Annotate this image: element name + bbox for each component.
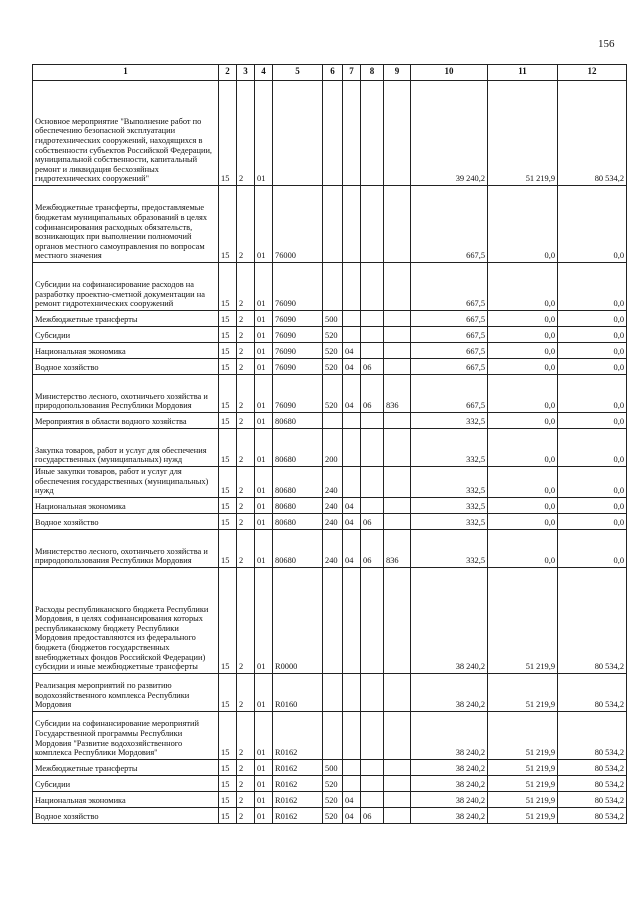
cell-col-4: 01 <box>255 467 273 498</box>
cell-col-8 <box>361 429 384 467</box>
cell-col-6 <box>323 567 343 673</box>
cell-col-5: 76000 <box>273 186 323 263</box>
cell-col-10: 38 240,2 <box>411 775 488 791</box>
cell-col-6: 520 <box>323 791 343 807</box>
cell-col-3: 2 <box>237 186 255 263</box>
budget-table <box>32 64 627 824</box>
cell-col-7: 04 <box>343 529 361 567</box>
cell-col-12: 80 534,2 <box>558 673 627 711</box>
cell-col-4: 01 <box>255 413 273 429</box>
cell-col-4: 01 <box>255 711 273 759</box>
cell-col-10: 667,5 <box>411 327 488 343</box>
cell-col-6: 520 <box>323 359 343 375</box>
cell-col-6: 520 <box>323 775 343 791</box>
cell-col-2: 15 <box>219 529 237 567</box>
cell-col-10: 38 240,2 <box>411 791 488 807</box>
cell-col-11: 0,0 <box>488 467 558 498</box>
cell-col-8: 06 <box>361 529 384 567</box>
table-row <box>33 791 627 807</box>
cell-col-8 <box>361 327 384 343</box>
cell-col-12: 0,0 <box>558 497 627 513</box>
row-description: Расходы республиканского бюджета Республики Мордовия, в целях софинансирования которых республиканскому бюджету Республики Мордовия предоставляются из федерального бюджета (бюджетов государственных внебюджетных фондов Российской Федерации) субсидии и иные межбюджетные трансферты <box>33 567 219 673</box>
table-row <box>33 759 627 775</box>
row-description: Субсидии на софинансирование расходов на разработку проектно-сметной документации на ремонт гидротехнических сооружений <box>33 263 219 311</box>
cell-col-2: 15 <box>219 513 237 529</box>
cell-col-7 <box>343 311 361 327</box>
cell-col-10: 332,5 <box>411 497 488 513</box>
cell-col-10: 38 240,2 <box>411 711 488 759</box>
table-row <box>33 807 627 823</box>
cell-col-4: 01 <box>255 791 273 807</box>
cell-col-10: 332,5 <box>411 529 488 567</box>
cell-col-8 <box>361 311 384 327</box>
cell-col-10: 38 240,2 <box>411 759 488 775</box>
row-description: Основное мероприятие "Выполнение работ по обеспечению безопасной эксплуатации гидротехнических сооружений, находящихся в собственности субъектов Российской Федерации, муниципальной собственности, капитальный ремонт и ликвидация бесхозяйных гидротехнических сооружений" <box>33 81 219 186</box>
cell-col-5: R0162 <box>273 807 323 823</box>
cell-col-6 <box>323 711 343 759</box>
cell-col-4: 01 <box>255 263 273 311</box>
cell-col-3: 2 <box>237 429 255 467</box>
cell-col-8 <box>361 467 384 498</box>
cell-col-7 <box>343 263 361 311</box>
cell-col-7 <box>343 429 361 467</box>
header-col-12: 12 <box>558 65 627 81</box>
header-row <box>33 65 627 81</box>
cell-col-4: 01 <box>255 186 273 263</box>
cell-col-12: 80 534,2 <box>558 791 627 807</box>
cell-col-2: 15 <box>219 807 237 823</box>
header-col-1: 1 <box>33 65 219 81</box>
cell-col-12: 0,0 <box>558 263 627 311</box>
cell-col-10: 38 240,2 <box>411 807 488 823</box>
cell-col-10: 332,5 <box>411 429 488 467</box>
cell-col-10: 667,5 <box>411 311 488 327</box>
cell-col-3: 2 <box>237 759 255 775</box>
row-description: Национальная экономика <box>33 343 219 359</box>
cell-col-2: 15 <box>219 567 237 673</box>
cell-col-11: 0,0 <box>488 497 558 513</box>
cell-col-12: 0,0 <box>558 529 627 567</box>
cell-col-8 <box>361 497 384 513</box>
cell-col-8 <box>361 711 384 759</box>
cell-col-6: 520 <box>323 375 343 413</box>
cell-col-3: 2 <box>237 311 255 327</box>
cell-col-4: 01 <box>255 529 273 567</box>
cell-col-11: 51 219,9 <box>488 567 558 673</box>
table-row <box>33 429 627 467</box>
row-description: Министерство лесного, охотничьего хозяйства и природопользования Республики Мордовия <box>33 529 219 567</box>
cell-col-9 <box>384 81 411 186</box>
cell-col-9 <box>384 343 411 359</box>
cell-col-3: 2 <box>237 497 255 513</box>
table-row <box>33 186 627 263</box>
cell-col-6: 500 <box>323 311 343 327</box>
cell-col-5: R0162 <box>273 759 323 775</box>
header-col-11: 11 <box>488 65 558 81</box>
cell-col-4: 01 <box>255 429 273 467</box>
cell-col-10: 332,5 <box>411 413 488 429</box>
cell-col-5: R0162 <box>273 775 323 791</box>
cell-col-2: 15 <box>219 186 237 263</box>
cell-col-3: 2 <box>237 529 255 567</box>
cell-col-3: 2 <box>237 513 255 529</box>
header-col-6: 6 <box>323 65 343 81</box>
cell-col-12: 0,0 <box>558 375 627 413</box>
row-description: Субсидии <box>33 327 219 343</box>
cell-col-11: 0,0 <box>488 413 558 429</box>
cell-col-10: 332,5 <box>411 513 488 529</box>
table-row <box>33 263 627 311</box>
row-description: Министерство лесного, охотничьего хозяйства и природопользования Республики Мордовия <box>33 375 219 413</box>
row-description: Субсидии на софинансирование мероприятий Государственной программы Республики Мордовия "Развитие водохозяйственного комплекса Республики Мордовия" <box>33 711 219 759</box>
cell-col-9 <box>384 807 411 823</box>
cell-col-8 <box>361 343 384 359</box>
table-row <box>33 375 627 413</box>
cell-col-2: 15 <box>219 263 237 311</box>
cell-col-7 <box>343 711 361 759</box>
cell-col-2: 15 <box>219 359 237 375</box>
cell-col-4: 01 <box>255 343 273 359</box>
cell-col-5: 76090 <box>273 311 323 327</box>
cell-col-9 <box>384 673 411 711</box>
cell-col-2: 15 <box>219 775 237 791</box>
cell-col-4: 01 <box>255 567 273 673</box>
cell-col-7 <box>343 327 361 343</box>
cell-col-3: 2 <box>237 673 255 711</box>
cell-col-3: 2 <box>237 413 255 429</box>
cell-col-6: 240 <box>323 467 343 498</box>
cell-col-4: 01 <box>255 497 273 513</box>
cell-col-5: 76090 <box>273 343 323 359</box>
cell-col-6: 520 <box>323 807 343 823</box>
row-description: Межбюджетные трансферты <box>33 759 219 775</box>
cell-col-8: 06 <box>361 359 384 375</box>
cell-col-10: 667,5 <box>411 359 488 375</box>
header-col-3: 3 <box>237 65 255 81</box>
cell-col-4: 01 <box>255 81 273 186</box>
cell-col-9 <box>384 497 411 513</box>
cell-col-4: 01 <box>255 513 273 529</box>
header-col-8: 8 <box>361 65 384 81</box>
cell-col-8 <box>361 186 384 263</box>
cell-col-3: 2 <box>237 343 255 359</box>
cell-col-11: 51 219,9 <box>488 673 558 711</box>
cell-col-9 <box>384 711 411 759</box>
cell-col-3: 2 <box>237 81 255 186</box>
cell-col-9 <box>384 513 411 529</box>
cell-col-9 <box>384 359 411 375</box>
cell-col-11: 0,0 <box>488 429 558 467</box>
cell-col-8 <box>361 759 384 775</box>
header-col-9: 9 <box>384 65 411 81</box>
cell-col-2: 15 <box>219 673 237 711</box>
table-row <box>33 567 627 673</box>
cell-col-7 <box>343 186 361 263</box>
cell-col-9: 836 <box>384 529 411 567</box>
cell-col-5: 80680 <box>273 467 323 498</box>
cell-col-8: 06 <box>361 375 384 413</box>
table-row <box>33 711 627 759</box>
cell-col-12: 80 534,2 <box>558 567 627 673</box>
table-row <box>33 343 627 359</box>
cell-col-3: 2 <box>237 327 255 343</box>
cell-col-2: 15 <box>219 81 237 186</box>
row-description: Мероприятия в области водного хозяйства <box>33 413 219 429</box>
cell-col-12: 80 534,2 <box>558 759 627 775</box>
cell-col-11: 51 219,9 <box>488 711 558 759</box>
cell-col-11: 0,0 <box>488 359 558 375</box>
cell-col-12: 0,0 <box>558 359 627 375</box>
cell-col-5: R0162 <box>273 791 323 807</box>
cell-col-8: 06 <box>361 807 384 823</box>
cell-col-6 <box>323 263 343 311</box>
cell-col-12: 0,0 <box>558 186 627 263</box>
cell-col-7: 04 <box>343 359 361 375</box>
cell-col-7 <box>343 673 361 711</box>
header-col-7: 7 <box>343 65 361 81</box>
cell-col-6: 240 <box>323 529 343 567</box>
cell-col-3: 2 <box>237 791 255 807</box>
cell-col-6: 520 <box>323 327 343 343</box>
cell-col-7 <box>343 759 361 775</box>
cell-col-12: 80 534,2 <box>558 81 627 186</box>
cell-col-5: 80680 <box>273 429 323 467</box>
cell-col-9 <box>384 311 411 327</box>
header-col-5: 5 <box>273 65 323 81</box>
cell-col-11: 0,0 <box>488 311 558 327</box>
cell-col-9: 836 <box>384 375 411 413</box>
cell-col-12: 0,0 <box>558 311 627 327</box>
cell-col-11: 0,0 <box>488 343 558 359</box>
cell-col-11: 0,0 <box>488 327 558 343</box>
row-description: Водное хозяйство <box>33 513 219 529</box>
cell-col-7: 04 <box>343 343 361 359</box>
cell-col-11: 51 219,9 <box>488 81 558 186</box>
table-row <box>33 497 627 513</box>
cell-col-7 <box>343 567 361 673</box>
cell-col-3: 2 <box>237 567 255 673</box>
cell-col-6 <box>323 413 343 429</box>
cell-col-10: 667,5 <box>411 263 488 311</box>
cell-col-3: 2 <box>237 359 255 375</box>
cell-col-4: 01 <box>255 375 273 413</box>
cell-col-2: 15 <box>219 497 237 513</box>
table-row <box>33 81 627 186</box>
cell-col-2: 15 <box>219 467 237 498</box>
cell-col-4: 01 <box>255 807 273 823</box>
cell-col-9 <box>384 567 411 673</box>
cell-col-2: 15 <box>219 429 237 467</box>
table-row <box>33 467 627 498</box>
cell-col-11: 0,0 <box>488 513 558 529</box>
cell-col-11: 0,0 <box>488 186 558 263</box>
row-description: Межбюджетные трансферты <box>33 311 219 327</box>
cell-col-12: 80 534,2 <box>558 711 627 759</box>
table-row <box>33 413 627 429</box>
cell-col-10: 38 240,2 <box>411 567 488 673</box>
cell-col-9 <box>384 413 411 429</box>
cell-col-4: 01 <box>255 359 273 375</box>
cell-col-8 <box>361 413 384 429</box>
cell-col-9 <box>384 327 411 343</box>
cell-col-8 <box>361 567 384 673</box>
cell-col-7 <box>343 81 361 186</box>
cell-col-4: 01 <box>255 673 273 711</box>
cell-col-4: 01 <box>255 775 273 791</box>
cell-col-5: 76090 <box>273 359 323 375</box>
cell-col-5: 80680 <box>273 529 323 567</box>
cell-col-9 <box>384 186 411 263</box>
cell-col-2: 15 <box>219 327 237 343</box>
cell-col-2: 15 <box>219 711 237 759</box>
cell-col-11: 0,0 <box>488 529 558 567</box>
row-description: Закупка товаров, работ и услуг для обеспечения государственных (муниципальных) нужд <box>33 429 219 467</box>
cell-col-11: 51 219,9 <box>488 775 558 791</box>
page-number: 156 <box>598 38 615 50</box>
cell-col-2: 15 <box>219 311 237 327</box>
cell-col-3: 2 <box>237 711 255 759</box>
row-description: Межбюджетные трансферты, предоставляемые бюджетам муниципальных образований в целях софинансирования расходных обязательств, возникающих при выполнении полномочий органов местного самоуправления по вопросам местного значения <box>33 186 219 263</box>
cell-col-6 <box>323 81 343 186</box>
cell-col-6: 520 <box>323 343 343 359</box>
table-row <box>33 327 627 343</box>
cell-col-8: 06 <box>361 513 384 529</box>
row-description: Субсидии <box>33 775 219 791</box>
cell-col-2: 15 <box>219 413 237 429</box>
cell-col-6: 200 <box>323 429 343 467</box>
cell-col-5: R0000 <box>273 567 323 673</box>
row-description: Реализация мероприятий по развитию водохозяйственного комплекса Республики Мордовия <box>33 673 219 711</box>
header-col-10: 10 <box>411 65 488 81</box>
cell-col-3: 2 <box>237 263 255 311</box>
cell-col-11: 51 219,9 <box>488 791 558 807</box>
cell-col-5 <box>273 81 323 186</box>
row-description: Национальная экономика <box>33 497 219 513</box>
cell-col-6: 240 <box>323 513 343 529</box>
cell-col-7: 04 <box>343 513 361 529</box>
cell-col-5: R0160 <box>273 673 323 711</box>
header-col-4: 4 <box>255 65 273 81</box>
cell-col-7 <box>343 775 361 791</box>
cell-col-10: 667,5 <box>411 186 488 263</box>
cell-col-5: 80680 <box>273 513 323 529</box>
cell-col-4: 01 <box>255 759 273 775</box>
cell-col-9 <box>384 429 411 467</box>
cell-col-11: 0,0 <box>488 263 558 311</box>
cell-col-11: 51 219,9 <box>488 759 558 775</box>
cell-col-8 <box>361 775 384 791</box>
cell-col-3: 2 <box>237 467 255 498</box>
cell-col-11: 0,0 <box>488 375 558 413</box>
row-description: Иные закупки товаров, работ и услуг для обеспечения государственных (муниципальных) нужд <box>33 467 219 498</box>
cell-col-12: 80 534,2 <box>558 775 627 791</box>
cell-col-3: 2 <box>237 807 255 823</box>
cell-col-2: 15 <box>219 375 237 413</box>
table-row <box>33 513 627 529</box>
cell-col-5: 80680 <box>273 497 323 513</box>
row-description: Национальная экономика <box>33 791 219 807</box>
cell-col-9 <box>384 791 411 807</box>
cell-col-5: R0162 <box>273 711 323 759</box>
cell-col-9 <box>384 467 411 498</box>
cell-col-6: 240 <box>323 497 343 513</box>
cell-col-10: 38 240,2 <box>411 673 488 711</box>
table-row <box>33 775 627 791</box>
cell-col-6 <box>323 186 343 263</box>
cell-col-5: 76090 <box>273 375 323 413</box>
cell-col-9 <box>384 775 411 791</box>
table-row <box>33 529 627 567</box>
cell-col-7: 04 <box>343 807 361 823</box>
cell-col-2: 15 <box>219 759 237 775</box>
cell-col-3: 2 <box>237 375 255 413</box>
cell-col-6: 500 <box>323 759 343 775</box>
cell-col-5: 76090 <box>273 327 323 343</box>
row-description: Водное хозяйство <box>33 807 219 823</box>
cell-col-10: 39 240,2 <box>411 81 488 186</box>
cell-col-12: 0,0 <box>558 413 627 429</box>
cell-col-4: 01 <box>255 327 273 343</box>
cell-col-10: 667,5 <box>411 375 488 413</box>
cell-col-8 <box>361 791 384 807</box>
cell-col-12: 0,0 <box>558 343 627 359</box>
cell-col-7: 04 <box>343 791 361 807</box>
cell-col-2: 15 <box>219 343 237 359</box>
header-col-2: 2 <box>219 65 237 81</box>
cell-col-10: 667,5 <box>411 343 488 359</box>
cell-col-5: 80680 <box>273 413 323 429</box>
cell-col-5: 76090 <box>273 263 323 311</box>
cell-col-3: 2 <box>237 775 255 791</box>
table-row <box>33 359 627 375</box>
cell-col-12: 0,0 <box>558 513 627 529</box>
cell-col-7 <box>343 413 361 429</box>
row-description: Водное хозяйство <box>33 359 219 375</box>
table-row <box>33 311 627 327</box>
cell-col-4: 01 <box>255 311 273 327</box>
cell-col-9 <box>384 759 411 775</box>
cell-col-7 <box>343 467 361 498</box>
cell-col-12: 80 534,2 <box>558 807 627 823</box>
table-row <box>33 673 627 711</box>
cell-col-12: 0,0 <box>558 467 627 498</box>
cell-col-6 <box>323 673 343 711</box>
cell-col-8 <box>361 673 384 711</box>
cell-col-8 <box>361 263 384 311</box>
cell-col-12: 0,0 <box>558 327 627 343</box>
cell-col-8 <box>361 81 384 186</box>
cell-col-10: 332,5 <box>411 467 488 498</box>
cell-col-2: 15 <box>219 791 237 807</box>
cell-col-9 <box>384 263 411 311</box>
cell-col-11: 51 219,9 <box>488 807 558 823</box>
cell-col-7: 04 <box>343 497 361 513</box>
cell-col-12: 0,0 <box>558 429 627 467</box>
cell-col-7: 04 <box>343 375 361 413</box>
